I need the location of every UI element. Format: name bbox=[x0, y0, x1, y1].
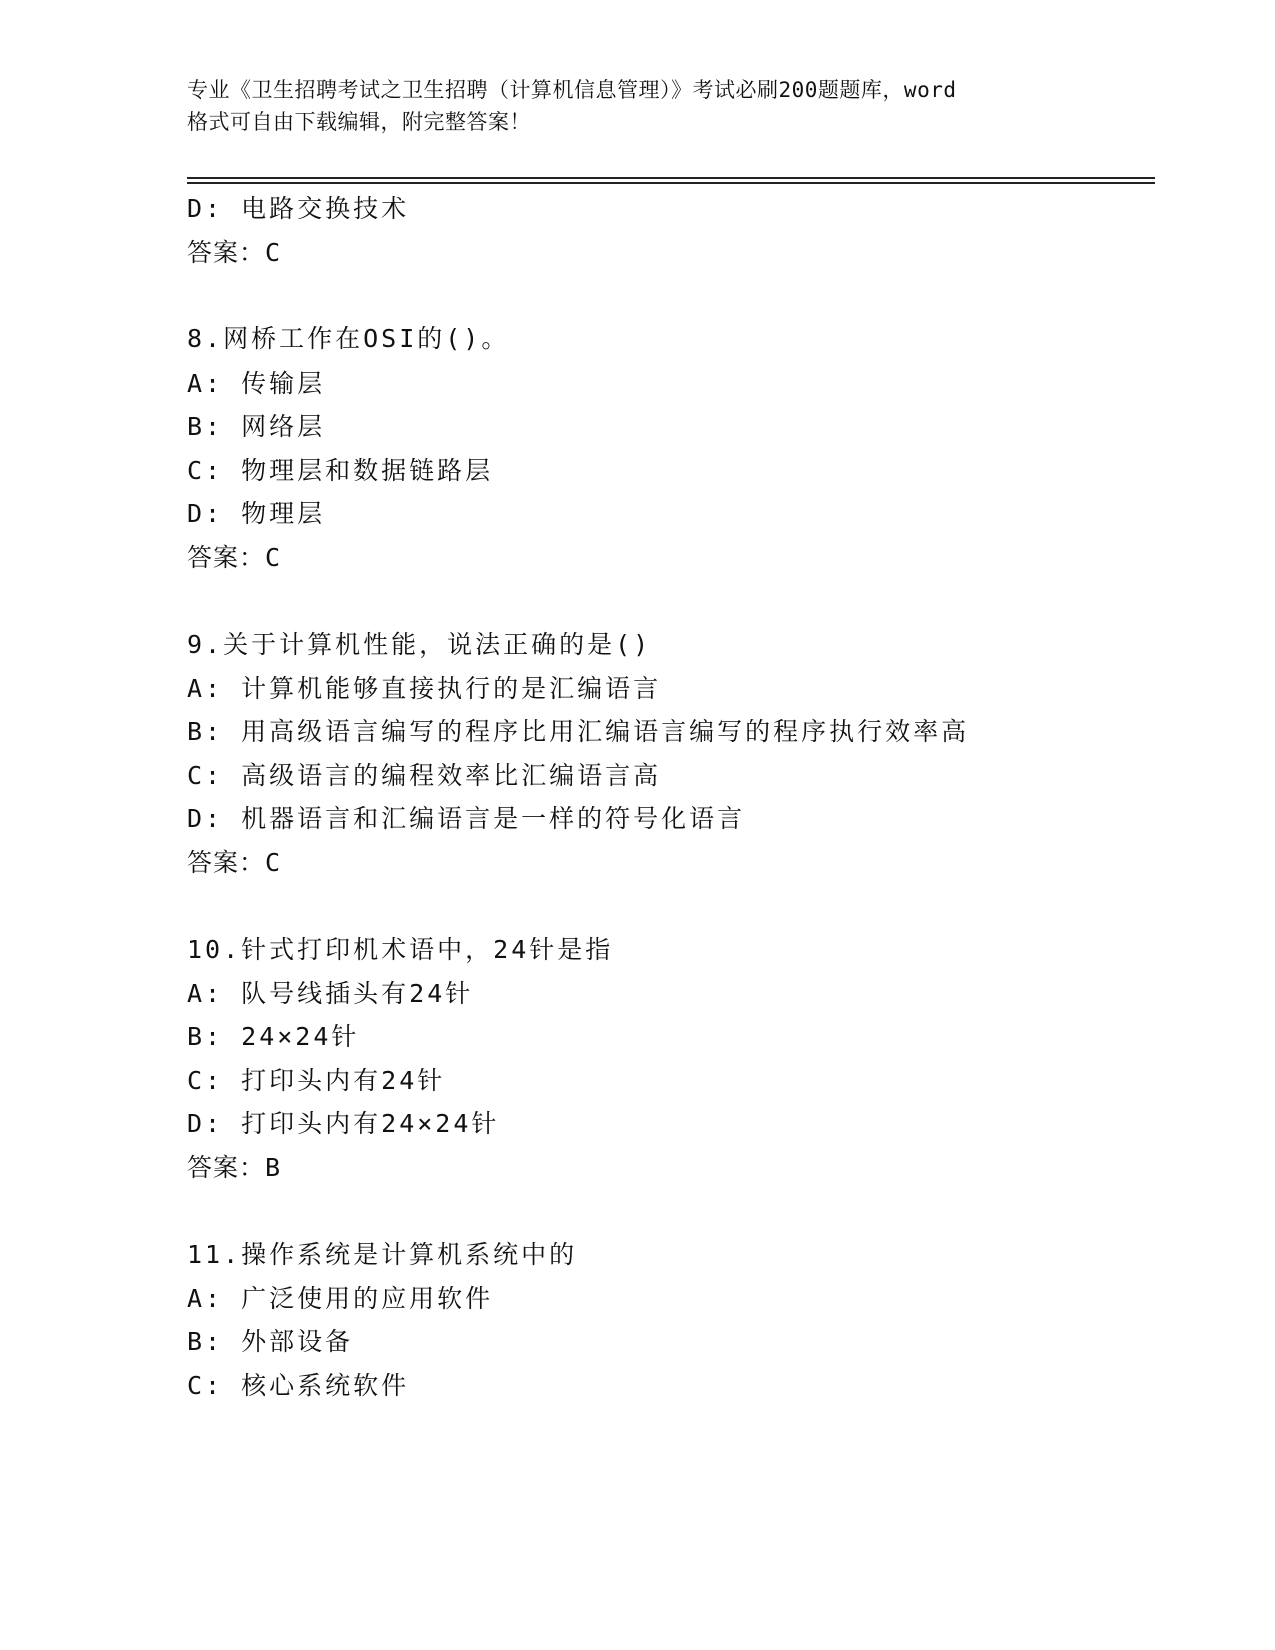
q9-answer: 答案：C bbox=[187, 848, 282, 877]
q11-option-b: B: 外部设备 bbox=[187, 1327, 354, 1356]
q9-option-d: D: 机器语言和汇编语言是一样的符号化语言 bbox=[187, 804, 746, 833]
q11-option-c: C: 核心系统软件 bbox=[187, 1371, 410, 1400]
q9-option-b: B: 用高级语言编写的程序比用汇编语言编写的程序执行效率高 bbox=[187, 717, 970, 746]
q9-question: 9.关于计算机性能，说法正确的是() bbox=[187, 630, 652, 659]
header-rule-top bbox=[187, 177, 1155, 179]
header-line-2: 格式可自由下载编辑，附完整答案！ bbox=[187, 110, 531, 134]
q11-option-a: A: 广泛使用的应用软件 bbox=[187, 1284, 494, 1313]
q8-option-c: C: 物理层和数据链路层 bbox=[187, 456, 494, 485]
q8-option-a: A: 传输层 bbox=[187, 369, 326, 398]
q11-question: 11.操作系统是计算机系统中的 bbox=[187, 1240, 578, 1269]
q8-option-d: D: 物理层 bbox=[187, 499, 326, 528]
q8-question: 8.网桥工作在OSI的()。 bbox=[187, 324, 510, 353]
q7-answer: 答案：C bbox=[187, 238, 282, 267]
q8-answer: 答案：C bbox=[187, 543, 282, 572]
q10-option-c: C: 打印头内有24针 bbox=[187, 1066, 446, 1095]
q10-answer: 答案：B bbox=[187, 1153, 282, 1182]
document-header bbox=[187, 74, 1087, 138]
q10-option-b: B: 24×24针 bbox=[187, 1022, 360, 1051]
q10-option-d: D: 打印头内有24×24针 bbox=[187, 1109, 500, 1138]
header-line-1: 专业《卫生招聘考试之卫生招聘（计算机信息管理）》考试必刷200题题库，word bbox=[187, 78, 957, 102]
q10-option-a: A: 队号线插头有24针 bbox=[187, 979, 474, 1008]
q9-option-a: A: 计算机能够直接执行的是汇编语言 bbox=[187, 674, 662, 703]
header-rule-bottom bbox=[187, 182, 1155, 184]
q8-option-b: B: 网络层 bbox=[187, 412, 326, 441]
q9-option-c: C: 高级语言的编程效率比汇编语言高 bbox=[187, 761, 662, 790]
q7-option-d: D: 电路交换技术 bbox=[187, 194, 410, 223]
q10-question: 10.针式打印机术语中，24针是指 bbox=[187, 935, 614, 964]
